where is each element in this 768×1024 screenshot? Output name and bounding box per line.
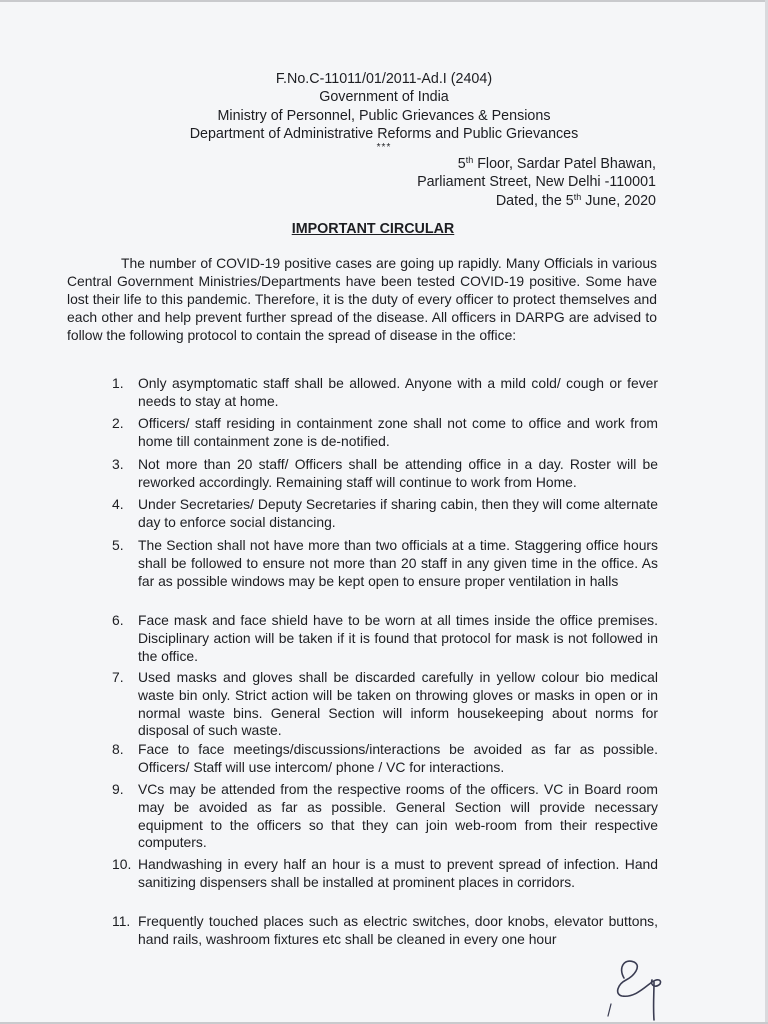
item-text: Face to face meetings/discussions/interactions be avoided as far as possible. Officers/ Staff will use intercom/ phone / VC for interactions.	[138, 741, 658, 775]
protocol-item-11	[112, 913, 658, 949]
item-text: Officers/ staff residing in containment zone shall not come to office and work from home till containment zone is de-notified.	[138, 415, 658, 449]
intro-paragraph: The number of COVID-19 positive cases are going up rapidly. Many Officials in various Central Government Ministries/Departments have been tested COVID-19 positive. Some have lost their life to this pandemic. Therefore, it is the duty of every officer to protect themselves and each other and help prevent further spread of the disease. All officers in DARPG are advised to follow the following protocol to contain the spread of disease in the office:	[67, 255, 657, 344]
item-text: Only asymptomatic staff shall be allowed. Anyone with a mild cold/ cough or fever needs to stay at home.	[138, 375, 658, 409]
office-address	[417, 155, 656, 210]
item-number: 6.	[112, 612, 124, 628]
protocol-item-4	[112, 496, 658, 532]
protocol-item-7	[112, 669, 658, 740]
item-number: 8.	[112, 741, 124, 757]
item-number: 11.	[112, 913, 131, 929]
date-prefix: Dated, the 5	[495, 192, 574, 209]
item-text: Frequently touched places such as electric switches, door knobs, elevator buttons, hand rails, washroom fixtures etc shall be cleaned in every one hour	[138, 913, 658, 947]
floor-text: Floor, Sardar Patel Bhawan,	[473, 156, 656, 172]
address-street: Parliament Street, New Delhi -110001	[417, 174, 656, 191]
top-edge	[0, 0, 768, 2]
department-name: Department of Administrative Reforms and Public Grievances	[189, 126, 579, 143]
government-name: Government of India	[319, 89, 449, 106]
protocol-item-9	[112, 781, 658, 852]
circular-title: IMPORTANT CIRCULAR	[291, 221, 455, 237]
item-text: Handwashing in every half an hour is a must to prevent spread of infection. Hand sanitizing dispensers shall be installed at prominent places in corridors.	[138, 856, 658, 890]
floor-superscript: th	[465, 155, 474, 165]
item-text: Not more than 20 staff/ Officers shall be attending office in a day. Roster will be reworked accordingly. Remaining staff will continue to work from Home.	[138, 456, 658, 490]
file-number: F.No.C-11011/01/2011-Ad.I (2404)	[275, 71, 493, 87]
protocol-item-8	[112, 741, 658, 777]
floor-number: 5	[457, 156, 466, 172]
item-text: VCs may be attended from the respective rooms of the officers. VC in Board room may be avoided as far as possible. General Section will provide necessary equipment to the officers so that they can join web-room from their respective computers.	[138, 781, 658, 851]
item-number: 1.	[112, 375, 124, 391]
separator-stars: ***	[376, 141, 392, 153]
item-text: Under Secretaries/ Deputy Secretaries if sharing cabin, then they will come alternate day to enforce social distancing.	[138, 496, 658, 530]
item-text: Face mask and face shield have to be worn at all times inside the office premises. Disciplinary action will be taken if it is found that protocol for mask is not followed in the office.	[138, 612, 658, 664]
item-number: 3.	[112, 456, 124, 472]
letterhead	[0, 70, 768, 152]
handwritten-signature	[604, 954, 674, 1022]
item-number: 10.	[112, 856, 132, 872]
protocol-item-3	[112, 456, 658, 492]
protocol-item-5	[112, 537, 658, 590]
date-rest: June, 2020	[581, 192, 656, 209]
protocol-item-6	[112, 612, 658, 665]
protocol-item-2	[112, 415, 658, 451]
item-number: 4.	[112, 496, 124, 512]
item-number: 2.	[112, 415, 124, 431]
item-text: Used masks and gloves shall be discarded carefully in yellow colour bio medical waste bin only. Strict action will be taken on throwing gloves or masks in open or in normal waste bins. General Section will inform housekeeping about norms for disposal of such waste.	[138, 669, 658, 739]
item-number: 7.	[112, 669, 124, 685]
protocol-item-10	[112, 856, 658, 892]
protocol-item-1	[112, 375, 658, 411]
item-text: The Section shall not have more than two officials at a time. Staggering office hours shall be followed to ensure not more than 20 staff in any given time in the office. As far as possible windows may be kept open to ensure proper ventilation in halls	[138, 537, 658, 589]
document-date	[417, 192, 656, 210]
ministry-name: Ministry of Personnel, Public Grievances & Pensions	[217, 107, 551, 124]
item-number: 5.	[112, 537, 124, 553]
item-number: 9.	[112, 781, 124, 797]
address-floor	[417, 155, 656, 173]
date-superscript: th	[573, 191, 582, 202]
